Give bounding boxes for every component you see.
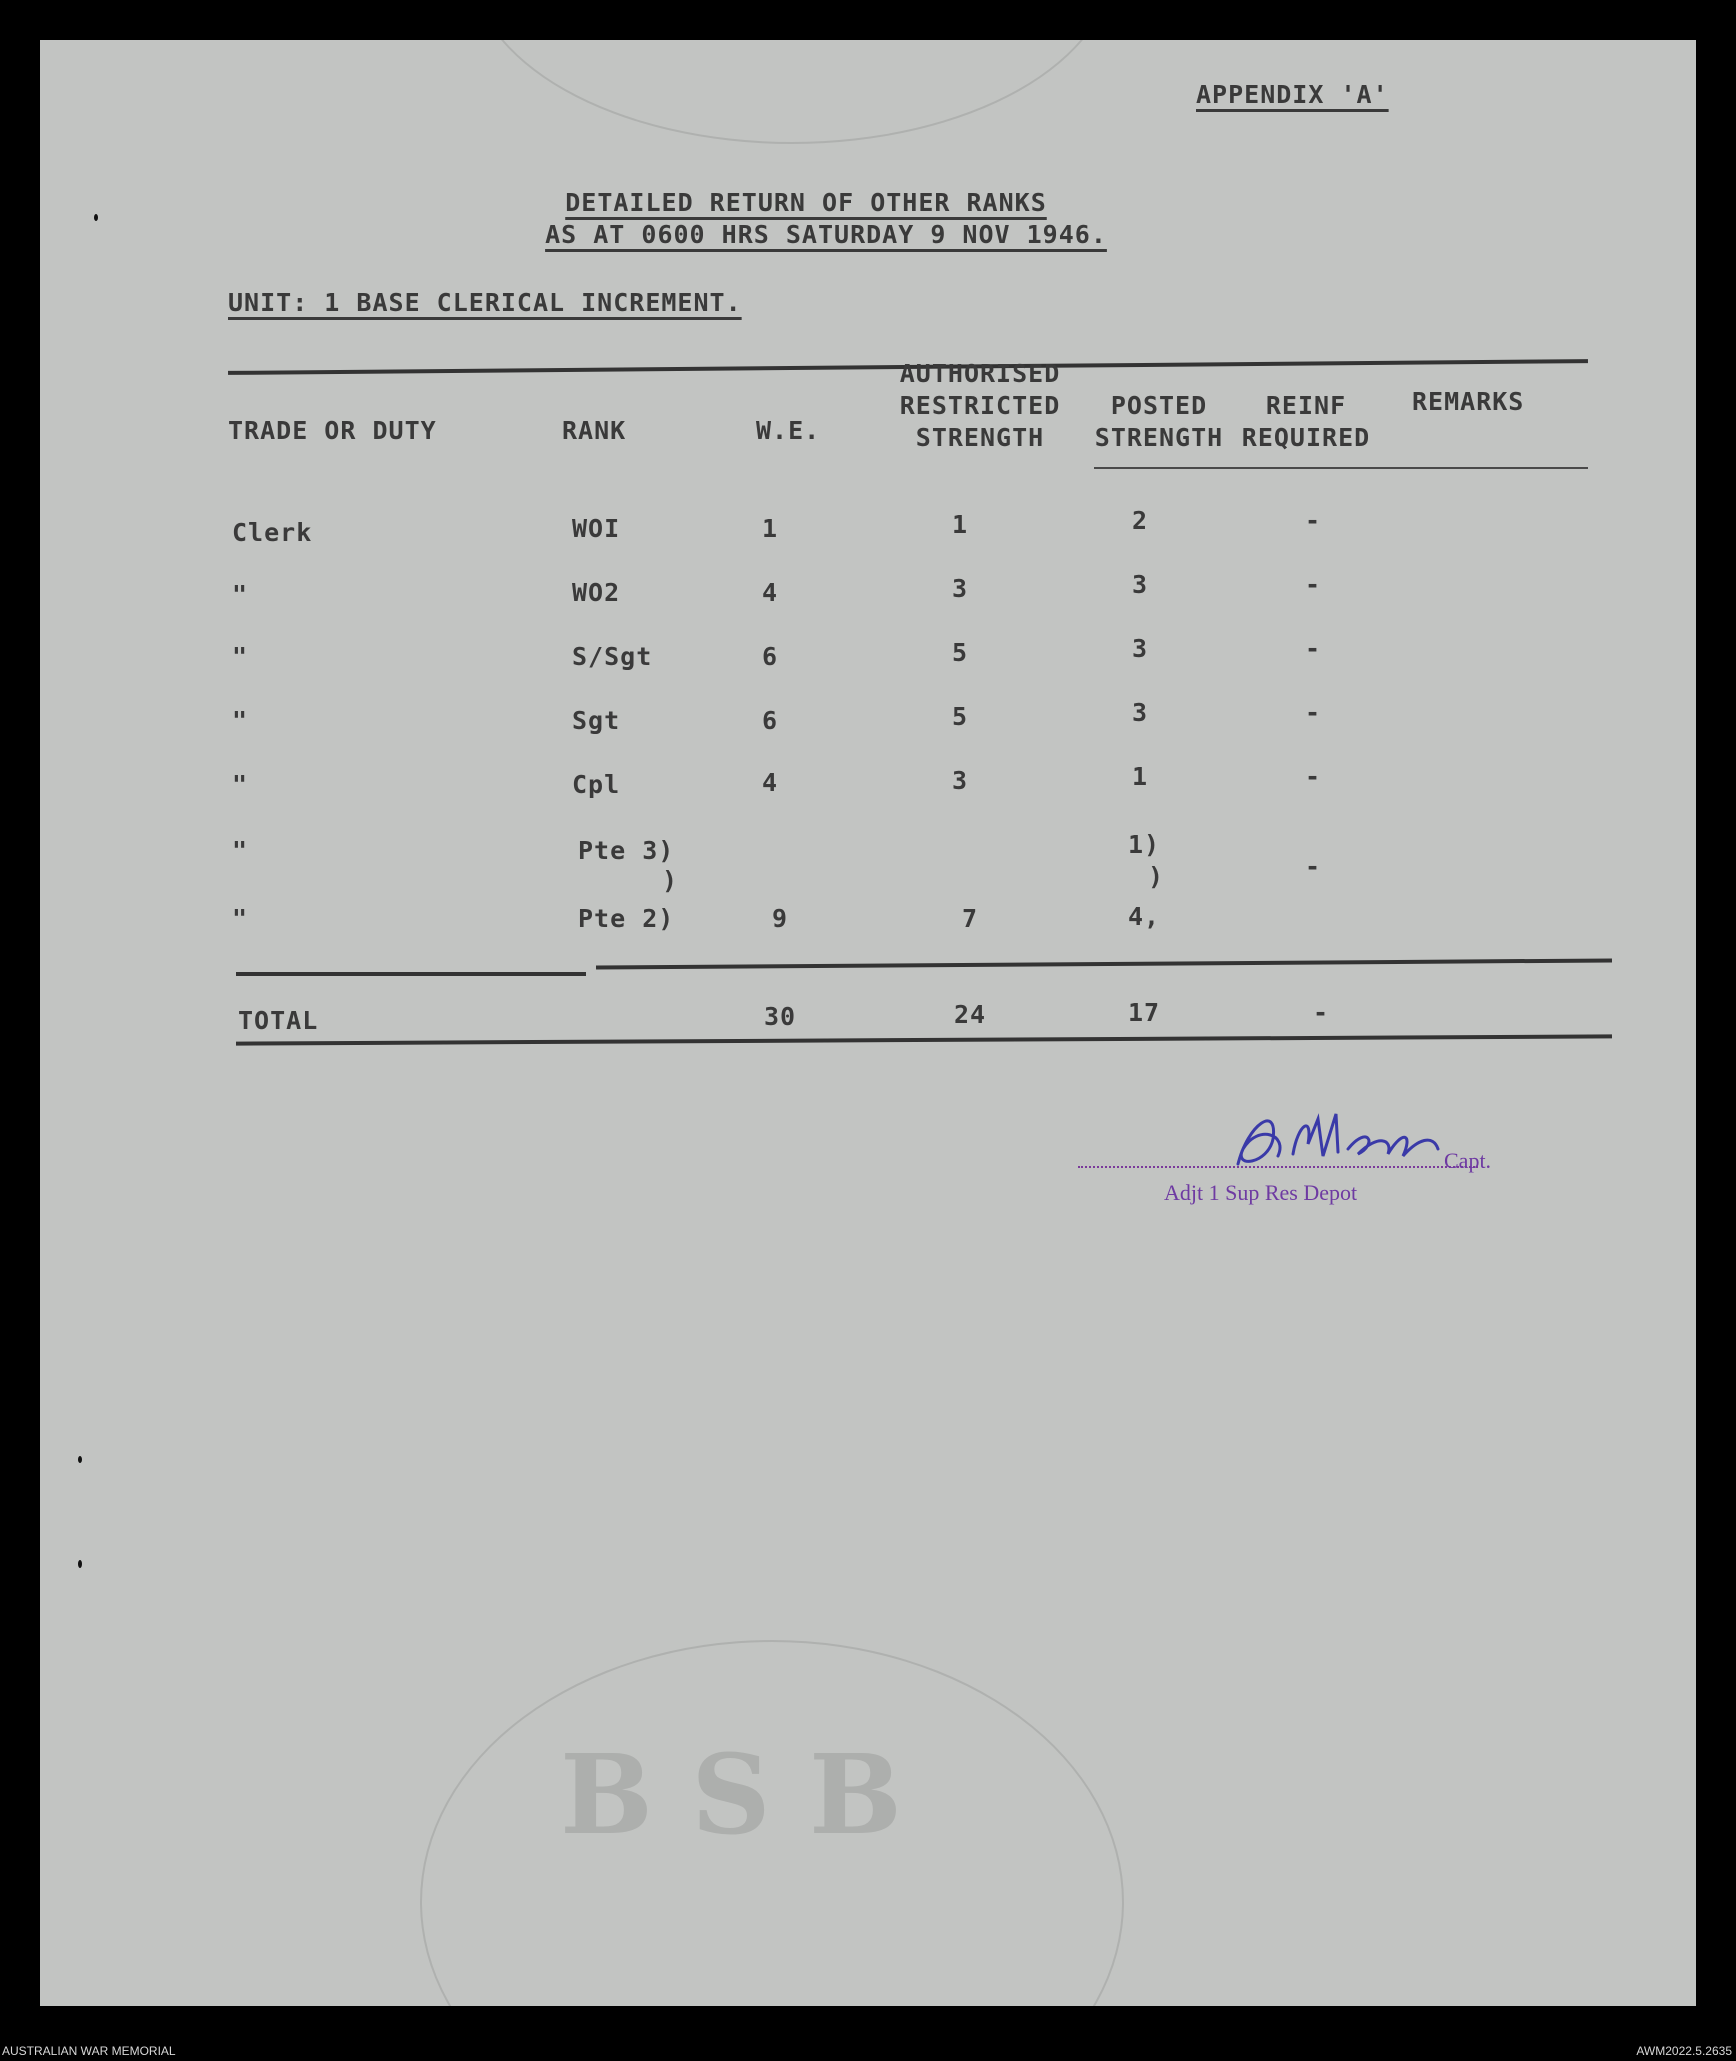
row-posted: 3 (1131, 570, 1149, 599)
header-auth-2: RESTRICTED (899, 391, 1061, 420)
pre-total-rule-left (236, 972, 586, 976)
row-rank: Cpl (572, 770, 621, 799)
total-auth: 24 (953, 1000, 987, 1029)
header-bottom-rule (1094, 467, 1588, 469)
title-line-1: DETAILED RETURN OF OTHER RANKS (565, 188, 1047, 217)
title-line-2: AS AT 0600 HRS SATURDAY 9 NOV 1946. (545, 220, 1107, 249)
signature-rank: Capt. (1444, 1148, 1492, 1173)
row-posted: 3 (1131, 698, 1149, 727)
row-rank: Pte 2) (578, 904, 675, 933)
total-label: TOTAL (238, 1006, 319, 1035)
row-auth: 5 (951, 702, 969, 731)
row-we: 4 (761, 578, 779, 607)
row-rank: S/Sgt (572, 642, 653, 671)
row-reinf: - (1304, 634, 1322, 663)
document-sheet (40, 40, 1696, 2006)
margin-mark (94, 214, 98, 221)
unit-line: UNIT: 1 BASE CLERICAL INCREMENT. (228, 288, 742, 317)
row-auth: 7 (961, 904, 979, 933)
total-reinf: - (1312, 998, 1330, 1027)
header-posted-2: STRENGTH (1094, 423, 1224, 452)
header-posted-1: POSTED (1110, 391, 1208, 420)
header-we: W.E. (756, 416, 821, 445)
row-we: 6 (761, 706, 779, 735)
posted-bracket: ) (1148, 862, 1165, 891)
row-auth: 1 (951, 510, 969, 539)
header-reinf-1: REINF (1265, 391, 1347, 420)
row-auth: 5 (951, 638, 969, 667)
header-auth-3: STRENGTH (915, 423, 1045, 452)
watermark-top (470, 40, 1114, 144)
rank-bracket: ) (662, 866, 679, 895)
row-auth: 3 (951, 574, 969, 603)
row-trade: Clerk (232, 518, 313, 547)
margin-mark (78, 1560, 82, 1568)
row-reinf: - (1304, 852, 1322, 881)
total-bottom-rule (236, 1034, 1612, 1045)
row-reinf: - (1304, 570, 1322, 599)
row-rank: Sgt (572, 706, 621, 735)
watermark-emblem-letters: B S B (560, 1730, 902, 1859)
signature-autograph (1218, 1094, 1458, 1184)
row-posted: 4, (1127, 902, 1161, 931)
row-posted: 1) (1127, 830, 1161, 859)
row-rank: WO2 (572, 578, 621, 607)
row-reinf: - (1304, 698, 1322, 727)
row-trade: " (232, 580, 249, 609)
row-we: 9 (771, 904, 789, 933)
row-rank: Pte 3) (578, 836, 675, 865)
row-reinf: - (1304, 506, 1322, 535)
header-reinf-2: REQUIRED (1241, 423, 1371, 452)
total-posted: 17 (1127, 998, 1161, 1027)
row-trade: " (232, 770, 249, 799)
pre-total-rule-right (596, 958, 1612, 969)
row-auth: 3 (951, 766, 969, 795)
header-auth-1: AUTHORISED (899, 359, 1061, 388)
total-we: 30 (763, 1002, 797, 1031)
footer-credit: AUSTRALIAN WAR MEMORIAL (2, 2044, 176, 2058)
footer-accession: AWM2022.5.2635 (1636, 2044, 1732, 2058)
adjutant-stamp: Adjt 1 Sup Res Depot (1164, 1180, 1358, 1205)
row-we: 1 (761, 514, 779, 543)
row-posted: 1 (1131, 762, 1149, 791)
row-trade: " (232, 904, 249, 933)
row-trade: " (232, 706, 249, 735)
row-rank: WOI (572, 514, 621, 543)
appendix-label: APPENDIX 'A' (1196, 80, 1389, 109)
row-we: 6 (761, 642, 779, 671)
row-trade: " (232, 642, 249, 671)
row-posted: 3 (1131, 634, 1149, 663)
row-posted: 2 (1131, 506, 1149, 535)
header-remarks: REMARKS (1412, 387, 1525, 416)
row-trade: " (232, 836, 249, 865)
row-we: 4 (761, 768, 779, 797)
header-rank: RANK (562, 416, 627, 445)
margin-mark (78, 1456, 82, 1463)
row-reinf: - (1304, 762, 1322, 791)
header-trade: TRADE OR DUTY (228, 416, 437, 445)
